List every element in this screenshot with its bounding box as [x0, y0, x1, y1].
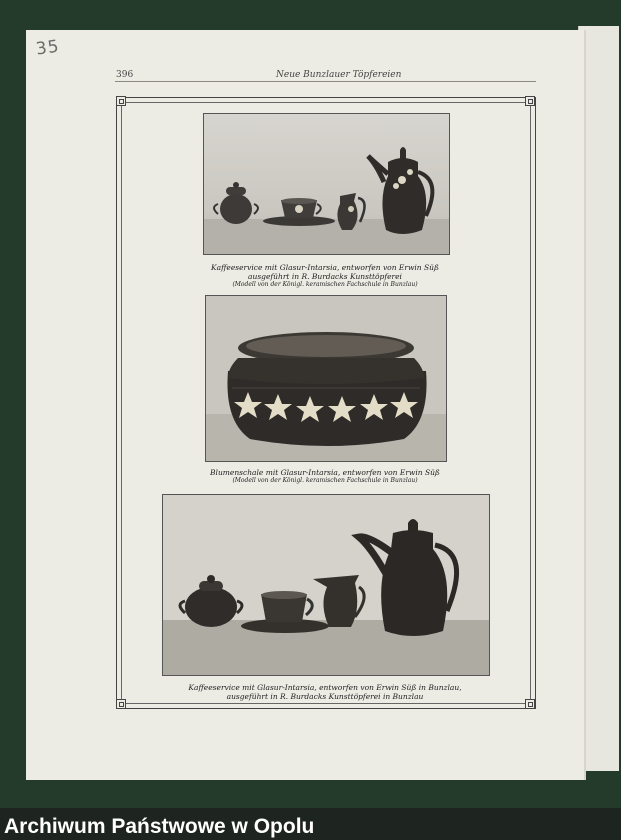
caption-figure-1: [160, 263, 490, 288]
running-title: Neue Bunzlauer Töpfereien: [276, 70, 402, 80]
next-page-edge: [578, 26, 619, 771]
caption-figure-2: [160, 468, 490, 484]
caption-line: Kaffeeservice mit Glasur-Intarsia, entworfen von Erwin Süß: [211, 263, 439, 272]
photo-coffee-service-1: [203, 113, 450, 255]
caption-line: Kaffeeservice mit Glasur-Intarsia, entworfen von Erwin Süß in Bunzlau,: [188, 683, 462, 692]
caption-figure-3: [160, 683, 490, 701]
page-number: 396: [116, 70, 134, 80]
frame-corner-ornament: [525, 96, 535, 106]
caption-line: ausgeführt in R. Burdacks Kunsttöpferei in Bunzlau: [226, 692, 424, 701]
caption-note: (Modell von der Königl. keramischen Fachschule in Bunzlau): [232, 477, 418, 484]
photo-coffee-service-2: [162, 494, 490, 676]
caption-line: Blumenschale mit Glasur-Intarsia, entworfen von Erwin Süß: [210, 468, 440, 477]
archive-name: Archiwum Państwowe w Opolu: [4, 815, 315, 838]
photo-flower-bowl: [205, 295, 447, 462]
frame-corner-ornament: [116, 699, 126, 709]
caption-note: (Modell von der Königl. keramischen Fachschule in Bunzlau): [232, 281, 418, 288]
frame-corner-ornament: [116, 96, 126, 106]
pencil-page-mark: 35: [34, 36, 61, 60]
header-rule: [115, 81, 536, 82]
frame-corner-ornament: [525, 699, 535, 709]
caption-line: ausgeführt in R. Burdacks Kunsttöpferei: [248, 272, 402, 281]
